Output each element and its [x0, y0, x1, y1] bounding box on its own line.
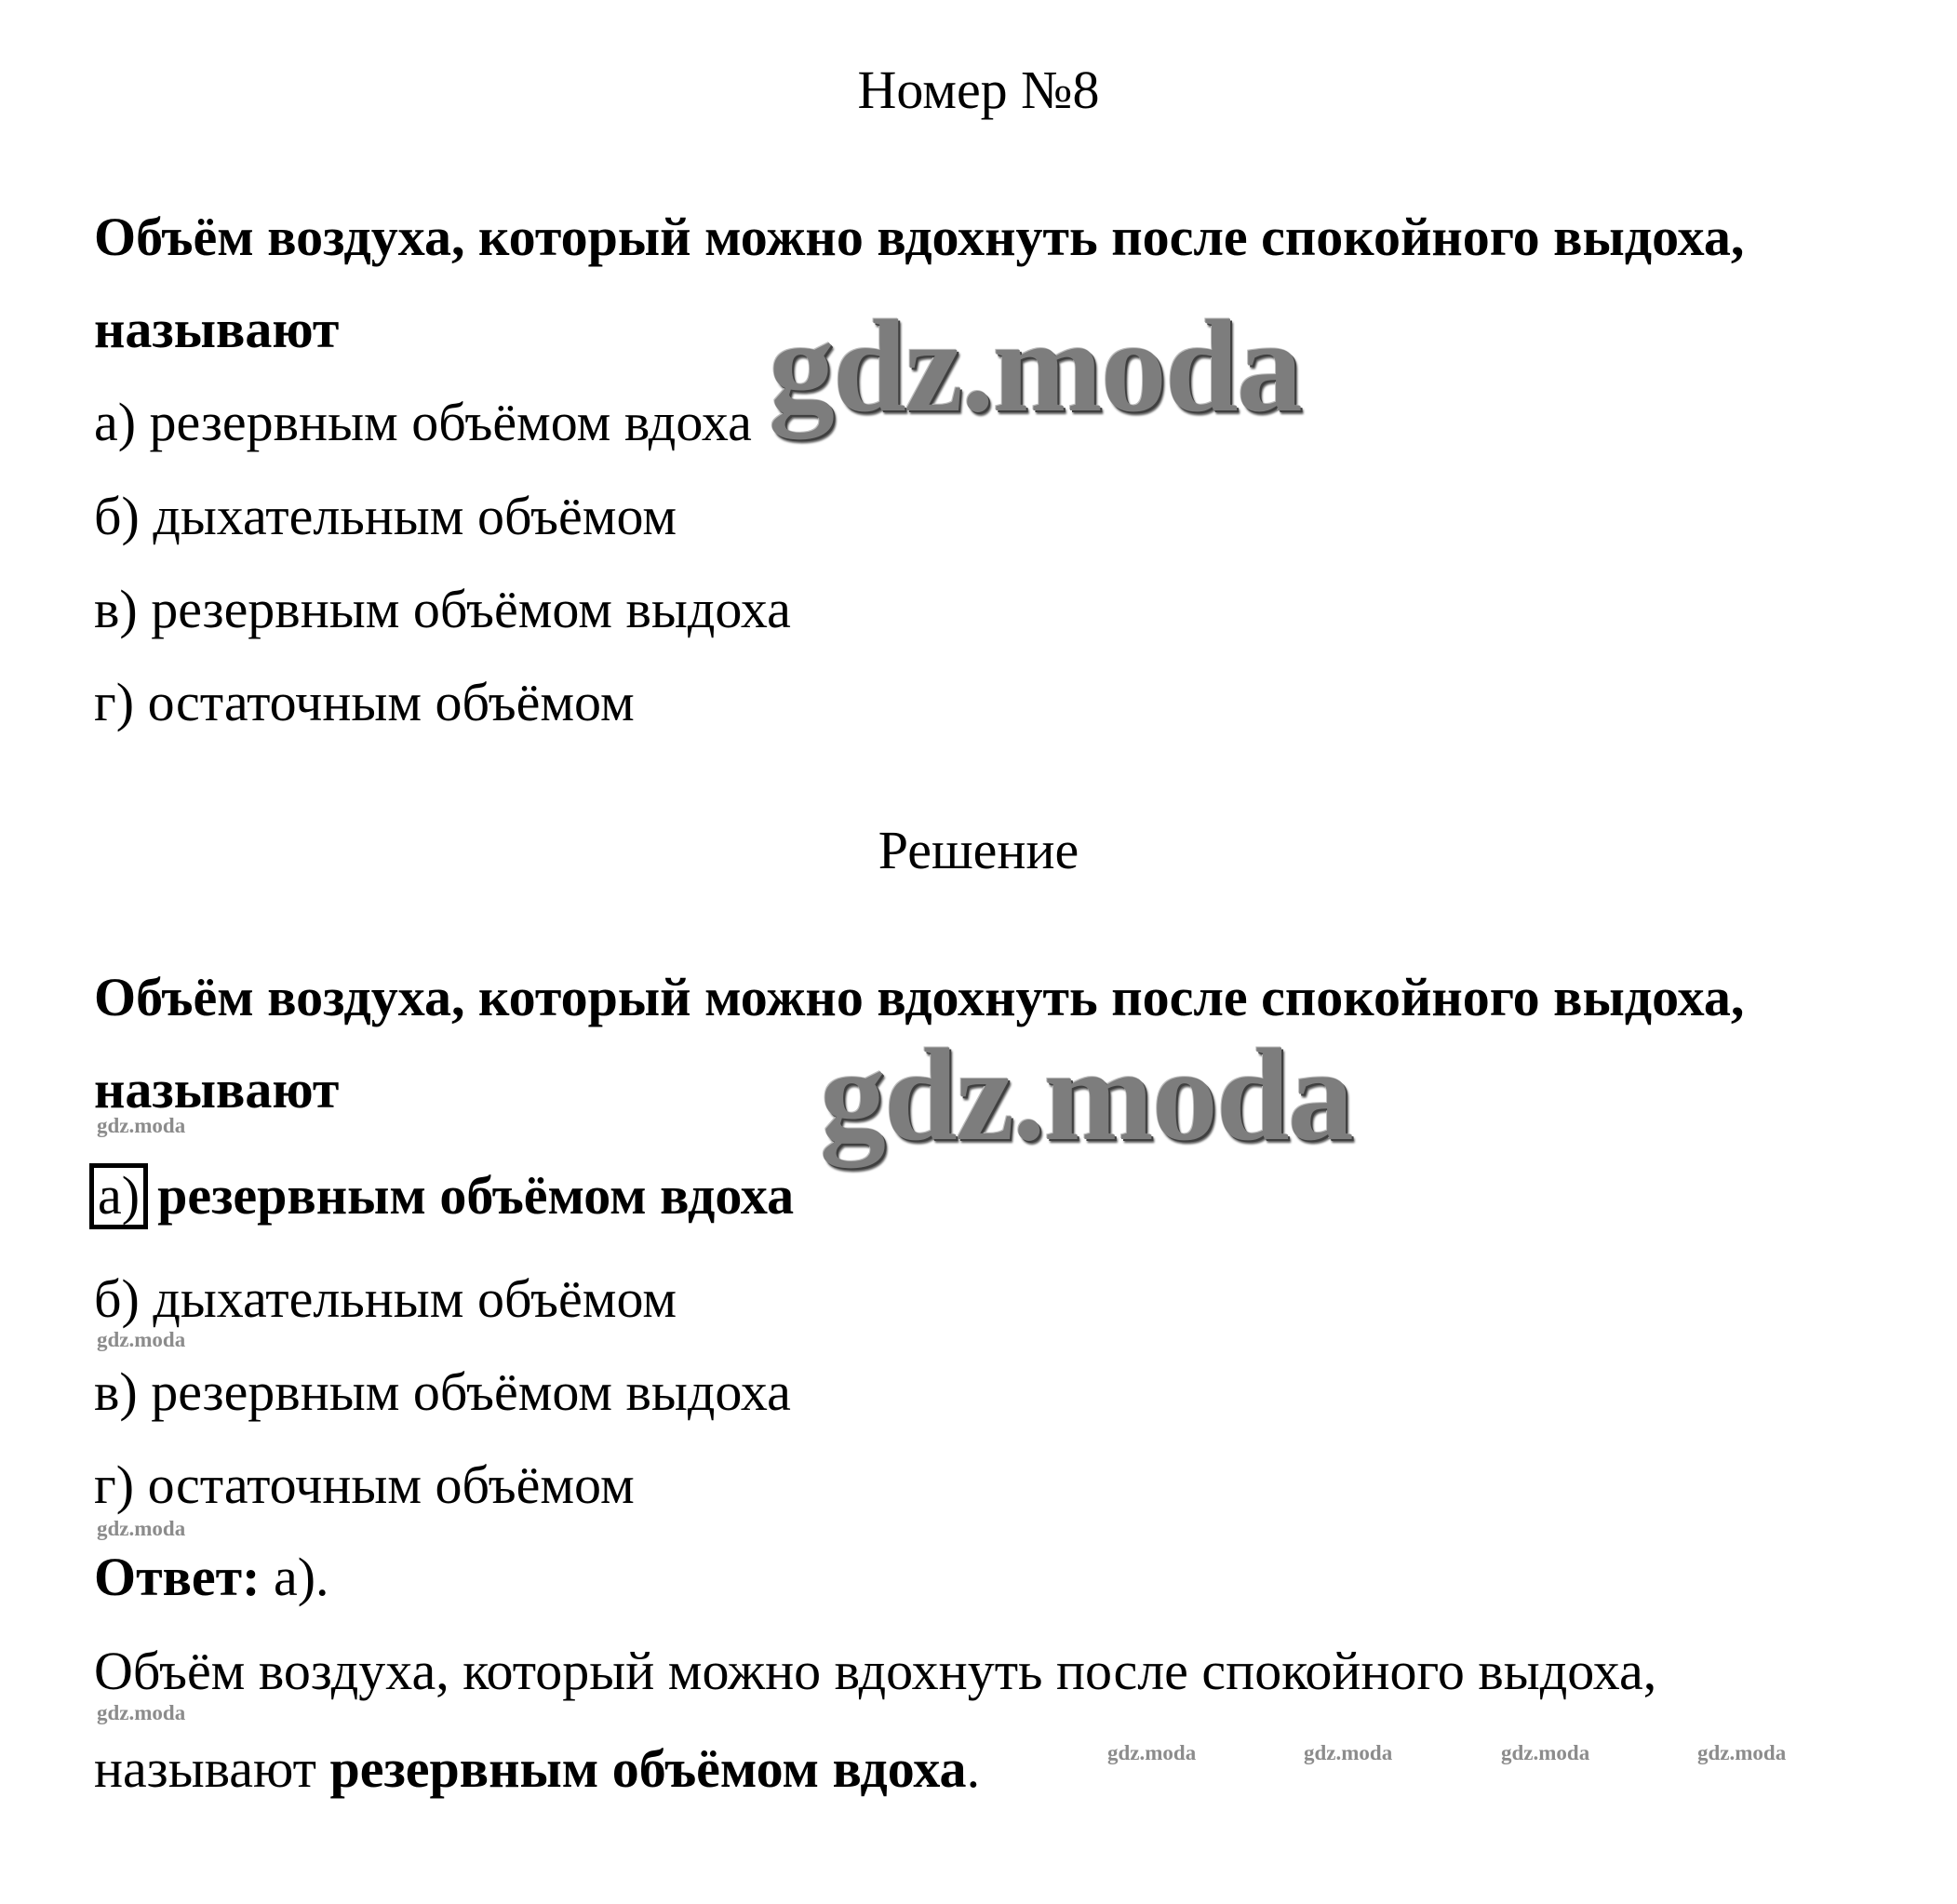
watermark-small: gdz.moda [97, 1701, 186, 1724]
solution-title: Решение [878, 820, 1079, 880]
watermark-small: gdz.moda [97, 1328, 186, 1351]
watermark-small: gdz.moda [97, 1517, 186, 1540]
option-c: в) резервным объёмом выдоха [94, 579, 791, 639]
watermark-small: gdz.moda [1304, 1741, 1393, 1764]
explanation-suffix: . [966, 1738, 981, 1799]
watermark-small: gdz.moda [1697, 1741, 1787, 1764]
explanation-bold: резервным объёмом вдоха [329, 1738, 967, 1799]
solution-option-b: б) дыхательным объёмом [94, 1268, 677, 1329]
answer-value: а). [273, 1547, 329, 1607]
solution-text-line2: называют [94, 1059, 340, 1120]
selected-option-text: резервным объёмом вдоха [157, 1165, 795, 1226]
watermark-large: gdz.moda [769, 292, 1301, 439]
watermark-small: gdz.moda [1107, 1741, 1197, 1764]
option-d: г) остаточным объёмом [94, 672, 635, 732]
option-b: б) дыхательным объёмом [94, 486, 677, 546]
answer-line [94, 1547, 329, 1607]
solution-option-d: г) остаточным объёмом [94, 1455, 635, 1515]
question-text-line1: Объём воздуха, который можно вдохнуть после спокойного выдоха, [94, 207, 1745, 267]
explanation-line2 [94, 1738, 981, 1799]
watermark-large: gdz.moda [820, 1021, 1352, 1168]
question-text-line2: называют [94, 299, 340, 359]
explanation-line1: Объём воздуха, который можно вдохнуть после спокойного выдоха, [94, 1641, 1657, 1701]
watermark-small: gdz.moda [1501, 1741, 1590, 1764]
solution-selected-option [94, 1163, 794, 1229]
explanation-prefix: называют [94, 1738, 316, 1799]
solution-option-c: в) резервным объёмом выдоха [94, 1361, 791, 1422]
solution-text-line1: Объём воздуха, который можно вдохнуть после спокойного выдоха, [94, 967, 1745, 1027]
watermark-small: gdz.moda [97, 1114, 186, 1137]
option-a: а) резервным объёмом вдоха [94, 392, 752, 452]
selected-option-box: а) [89, 1163, 148, 1229]
answer-label: Ответ: [94, 1547, 261, 1607]
page-title: Номер №8 [857, 60, 1100, 120]
